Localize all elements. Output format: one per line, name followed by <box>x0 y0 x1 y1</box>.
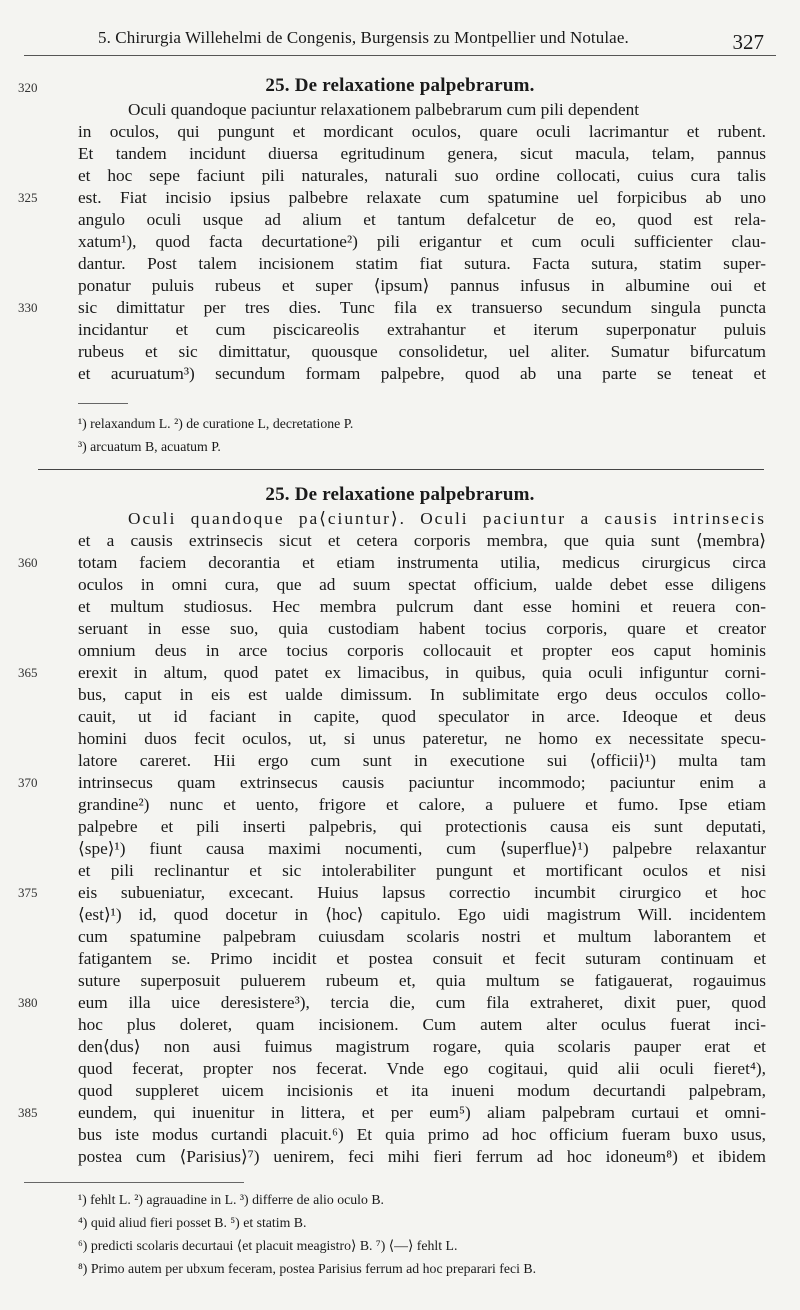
line-number: 385 <box>18 1105 38 1120</box>
section-divider <box>38 469 764 470</box>
text-line: ponatur puluis rubeus et super ⟨ipsum⟩ pannus infusus in albumine oui et <box>78 276 766 295</box>
text-line: intrinsecus quam extrinsecus causis paciuntur incommodo; paciuntur enim a <box>78 773 766 792</box>
page-number: 327 <box>732 30 764 54</box>
header-rule <box>24 55 776 56</box>
text-line: ⟨spe⟩¹) fiunt causa maximi nocumenti, cum ⟨superflue⟩¹) palpebre relaxantur <box>78 839 766 858</box>
text-line: suture superposuit puluerem rubeum et, quia multum se fatigauerat, rogauimus <box>78 971 766 990</box>
text-line: xatum¹), quod facta decurtatione²) pili erigantur et cum oculi sufficienter clau- <box>78 232 766 251</box>
text-line: fatigantem se. Primo incidit et postea consuit et fecit suturam continuam et <box>78 949 766 968</box>
text-line: den⟨dus⟩ non ausi fuimus magistrum rogare, quia scolaris pauper erat et <box>78 1037 766 1056</box>
text-line: bus iste modus curtandi placuit.⁶) Et quia primo ad hoc officium fueram buxo usus, <box>78 1125 766 1144</box>
text-line: et a causis extrinsecis sicut et cetera corporis membra, que quia sunt ⟨membra⟩ <box>78 531 766 550</box>
text-line: incidantur et cum piscicareolis extrahantur et iterum superponatur puluis <box>78 320 766 339</box>
text-line: in oculos, qui pungunt et mordicant oculos, quare oculi lacrimantur et rubent. <box>78 122 766 141</box>
line-number: 375 <box>18 885 38 900</box>
text-line: palpebre et pili inserti palpebris, qui protectionis causa eis sunt deputati, <box>78 817 766 836</box>
text-line: latore careret. Hii ergo cum sunt in executione sui ⟨officii⟩¹) multa tam <box>78 751 766 770</box>
footnote-rule <box>78 403 128 404</box>
footnote: ¹) relaxandum L. ²) de curatione L, decretatione P. <box>78 416 354 431</box>
text-line: dantur. Post talem incisionem statim fiat sutura. Facta sutura, statim super- <box>78 254 766 273</box>
text-line: et hoc sepe faciunt pili naturales, naturali suo ordine collocati, cuius cura talis <box>78 166 766 185</box>
text-line: Oculi quandoque pa⟨ciuntur⟩. Oculi paciuntur a causis intrinsecis <box>128 509 766 528</box>
footnote: ⁴) quid aliud fieri posset B. ⁵) et statim B. <box>78 1215 307 1230</box>
text-line: quod fecerat, propter nos fecerat. Vnde ego cogitaui, quid alii oculi fieret⁴), <box>78 1059 766 1078</box>
section2-title: 25. De relaxatione palpebrarum. <box>265 484 535 505</box>
text-line: cauit, ut id faciant in capite, quod speculator in arce. Ideoque et deus <box>78 707 766 726</box>
text-line: bus, caput in eis est ualde dimissum. In sublimitate ergo deus occulos collo- <box>78 685 766 704</box>
text-line: hoc plus doleret, quam incisionem. Cum autem alter oculus fuerat inci- <box>78 1015 766 1034</box>
text-line: est. Fiat incisio ipsius palbebre relaxate cum spatumine uel forpicibus ab uno <box>78 188 766 207</box>
text-line: angulo oculi usque ad alium et tantum defalcetur de eo, quod est rela- <box>78 210 766 229</box>
running-head: 5. Chirurgia Willehelmi de Congenis, Burgensis zu Montpellier und Notulae. <box>98 28 629 47</box>
line-number: 325 <box>18 190 38 205</box>
footnote: ⁸) Primo autem per ubxum feceram, postea Parisius ferrum ad hoc preparari feci B. <box>78 1261 537 1276</box>
page-header <box>0 22 800 58</box>
text-line: quod suppleret uicem incisionis et ita inueni modum decurtandi palpebram, <box>78 1081 766 1100</box>
text-line: homini duos fecit oculos, ut, si unus pateretur, ne homo ex necessitate specu- <box>78 729 766 748</box>
line-number: 320 <box>18 80 38 95</box>
text-line: grandine²) nunc et uento, frigore et calore, a puluere et fumo. Ipse etiam <box>78 795 766 814</box>
line-number: 380 <box>18 995 38 1010</box>
text-line: rubeus et sic dimittatur, quousque consolidetur, uel aliter. Sumatur bifurcatum <box>78 342 766 361</box>
line-number: 365 <box>18 665 38 680</box>
footnote: ⁶) predicti scolaris decurtaui ⟨et placuit meagistro⟩ B. ⁷) ⟨—⟩ fehlt L. <box>78 1238 458 1253</box>
line-number: 330 <box>18 300 38 315</box>
line-number: 360 <box>18 555 38 570</box>
footnote: ³) arcuatum B, acuatum P. <box>78 439 221 454</box>
text-line: omnium deus in arce tocius corporis collocauit et propter eos caput hominis <box>78 641 766 660</box>
section1-title: 25. De relaxatione palpebrarum. <box>265 75 535 96</box>
footnote: ¹) fehlt L. ²) agrauadine in L. ³) differre de alio oculo B. <box>78 1192 384 1207</box>
text-line: eis subueniatur, excecant. Huius lapsus correctio incumbit cirurgico et hoc <box>78 883 766 902</box>
text-line: oculos in omni cura, que ad suum spectat officium, ualde debet esse diligens <box>78 575 766 594</box>
text-line: sic dimittatur per tres dies. Tunc fila ex transuerso secundum singula puncta <box>78 298 766 317</box>
line-number: 370 <box>18 775 38 790</box>
text-line: erexit in altum, quod patet ex limacibus, in quibus, quia oculi infiguntur corni- <box>78 663 766 682</box>
text-line: eundem, qui inuenitur in littera, et per eum⁵) aliam palpebram curtaui et omni- <box>78 1103 766 1122</box>
text-line: eum illa uice deresistere³), tercia die, cum fila extraheret, dixit puer, quod <box>78 993 766 1012</box>
text-line: totam faciem decorantia et etiam instrumenta utilia, medicus cirurgicus circa <box>78 553 766 572</box>
text-line: et multum studiosus. Hec membra pulcrum dant esse homini et reuera con- <box>78 597 766 616</box>
text-line: et acuruatum³) secundum formam palpebre, quod ab una parte se teneat et <box>78 364 766 383</box>
footnote-rule <box>24 1182 244 1183</box>
text-line: cum spatumine palpebram cuiusdam scolaris nostri et multum laborantem et <box>78 927 766 946</box>
text-line: Oculi quandoque paciuntur relaxationem palbebrarum cum pili dependent <box>128 100 640 119</box>
text-line: Et tandem incidunt diuersa egritudinum genera, sicut macula, telam, pannus <box>78 144 766 163</box>
text-line: ⟨est⟩¹) id, quod docetur in ⟨hoc⟩ capitulo. Ego uidi magistrum Will. incidentem <box>78 905 766 924</box>
text-line: postea cum ⟨Parisius⟩⁷) uenirem, feci mihi fieri ferrum ad hoc idoneum⁸) et ibidem <box>78 1147 766 1166</box>
text-line: seruant in esse suo, quia custodiam habent tocius corporis, quare et creator <box>78 619 766 638</box>
text-line: et pili reclinantur et sic intolerabiliter pungunt et mortificant oculos et nisi <box>78 861 766 880</box>
